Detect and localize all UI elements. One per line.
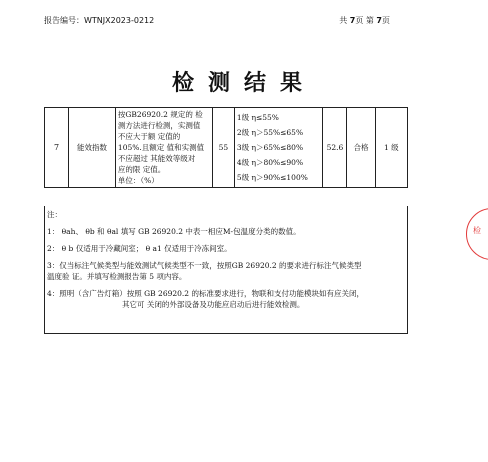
measured-value: 52.6: [323, 108, 347, 188]
note-4b: 其它可 关闭的外部设备及功能应启动后进行能效检测。: [122, 300, 305, 309]
grade-limits: 1级 η≤55% 2级 η＞55%≤65% 3级 η＞65%≤80% 4级 η＞80%≤90% 5级 η＞90%≤100%: [234, 108, 323, 188]
official-stamp: 检: [466, 208, 488, 260]
notes-label: 注：: [47, 210, 62, 219]
item-name: 能效指数: [68, 108, 115, 188]
rated-value: 55: [212, 108, 234, 188]
results-table: [44, 107, 408, 188]
report-number: 报告编号：WTNJX2023-0212: [44, 16, 155, 25]
energy-grade: 1 级: [375, 108, 407, 188]
notes-section: [44, 206, 408, 334]
note-2: 2： θ b 仅适用于冷藏间室； θ a1 仅适用于冷冻间室。: [47, 244, 232, 253]
note-1: 1： θah、 θb 和 θal 填写 GB 26920.2 中表一相应M-包温度分类的数值。: [47, 227, 301, 236]
note-3a: 3：仅当标注气候类型与能效测试气候类型不一致，按照GB 26920.2 的要求进行标注气候类型: [47, 261, 362, 270]
page-title: 检测结果: [171, 71, 316, 96]
note-3b: 温度验 证。并填写检测报告第 5 项内容。: [47, 272, 187, 281]
requirement-text: 按GB26920.2 规定的 检 测方法进行检测，实测值 不应大于额 定值的 105%.且额定 值和实测值 不应超过 其能效等级对 应的限 定值。 单位：（%）: [115, 108, 212, 188]
page-counter: 共 7页 第 7页: [339, 16, 390, 25]
judgement: 合格: [347, 108, 375, 188]
item-number: 7: [45, 108, 69, 188]
note-4a: 4：照明（含广告灯箱）按照 GB 26920.2 的标准要求进行，物联和支付功能模块如有应关闭，: [47, 289, 364, 298]
table-row: [45, 108, 408, 188]
